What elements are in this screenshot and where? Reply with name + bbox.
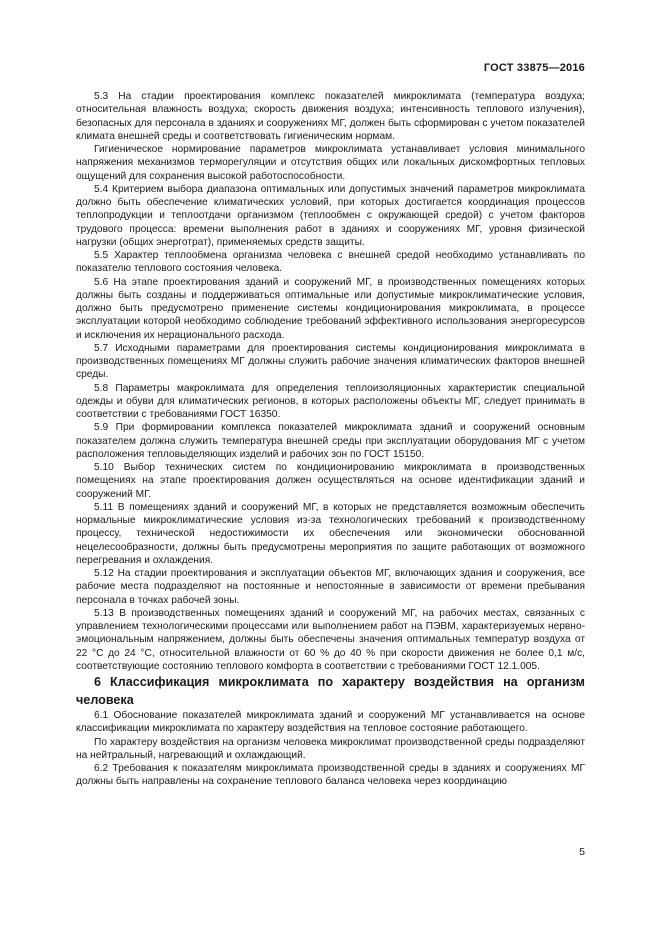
paragraph-5-10: 5.10 Выбор технических систем по кондиционированию микроклимата в производственных помещениях на этапе проектирования должен осуществляться на основе идентификации зданий и сооружений МГ. — [76, 462, 585, 500]
document-body — [76, 90, 585, 789]
paragraph-5-4: 5.4 Критерием выбора диапазона оптимальных или допустимых значений параметров микроклимата должно быть обеспечение климатических условий, при которых достигается координация процессов теплопродукции и теплоотдачи организмом (теплообмен с окружающей средой) с учетом факторов трудового процесса: времени выполнения работ в зданиях и сооружениях МГ, уровня физической нагрузки (общих энерготрат), применяемых средств защиты. — [76, 183, 585, 248]
paragraph-5-3: 5.3 На стадии проектирования комплекс показателей микроклимата (температура воздуха; относительная влажность воздуха; скорость движения воздуха; интенсивность теплового излучения), безопасных для персонала в зданиях и сооружениях МГ, должен быть сформирован с учетом показателей климата внешней среды и соответствовать гигиеническим нормам. — [76, 91, 585, 142]
paragraph-5-9: 5.9 При формировании комплекса показателей микроклимата зданий и сооружений основным показателем должна служить температура внешней среды при эксплуатации оборудования МГ с учетом расположения тепловыделяющих изделий и рабочих зон по ГОСТ 15150. — [76, 422, 585, 460]
paragraph-5-11: 5.11 В помещениях зданий и сооружений МГ, в которых не представляется возможным обеспечить нормальные микроклиматические условия из-за технологических требований к производственному процессу, технической недостижимости их обеспечения или экономически обоснованной нецелесообразности, должны быть предусмотрены мероприятия по защите работающих от возможного перегревания и охлаждения. — [76, 501, 585, 566]
paragraph-5-13: 5.13 В производственных помещениях зданий и сооружений МГ, на рабочих местах, связанных с управлением технологическими процессами или выполнением работ на ПЭВМ, характеризуемых нервно-эмоциональным напряжением, должны быть обеспечены значения оптимальных температур воздуха от 22 °С до 24 °С, относительной влажности от 60 % до 40 % при скорости движения не более 0,1 м/с, соответствующие состоянию теплового комфорта в соответствии с требованиями ГОСТ 12.1.005. — [76, 607, 585, 672]
paragraph-6-1: 6.1 Обоснование показателей микроклимата зданий и сооружений МГ устанавливается на основе классификации микроклимата по характеру воздействия на тепловое состояние работающего. — [76, 710, 585, 735]
paragraph-5-12: 5.12 На стадии проектирования и эксплуатации объектов МГ, включающих здания и сооружения, все рабочие места подразделяют на постоянные и непостоянные в зависимости от времени пребывания персонала в точках рабочей зоны. — [76, 568, 585, 606]
section-6-heading: 6 Классификация микроклимата по характеру воздействия на организм человека — [76, 675, 585, 707]
paragraph-5-6: 5.6 На этапе проектирования зданий и сооружений МГ, в производственных помещениях которых должны быть созданы и поддерживаться оптимальные или допустимые микроклиматические условия, должно быть предусмотрено применение системы кондиционирования микроклимата, в процессе эксплуатации которой необходимо соблюдение требований эффективного использования энергоресурсов и исключения их нерационального расхода. — [76, 276, 585, 341]
standard-number: ГОСТ 33875—2016 — [483, 62, 585, 74]
paragraph-5-7: 5.7 Исходными параметрами для проектирования системы кондиционирования микроклимата в производственных помещениях МГ должны служить рабочие значения климатических факторов внешней среды. — [76, 342, 585, 381]
paragraph-5-5: 5.5 Характер теплообмена организма человека с внешней средой необходимо устанавливать по показателю теплового состояния человека. — [76, 250, 585, 275]
page-number: 5 — [579, 846, 585, 858]
paragraph-5-8: 5.8 Параметры макроклимата для определения теплоизоляционных характеристик специальной одежды и обуви для климатических регионов, в которых расположены объекты МГ, следует принимать в соответствии с требованиями ГОСТ 16350. — [76, 382, 585, 420]
paragraph-hygienic: Гигиеническое нормирование параметров микроклимата устанавливает условия минимального напряжения механизмов терморегуляции и отсутствия общих или локальных дискомфортных тепловых ощущений для сохранения высокой работоспособности. — [76, 144, 585, 182]
paragraph-6-1-cont: По характеру воздействия на организм человека микроклимат производственной среды подразделяют на нейтральный, нагревающий и охлаждающий. — [76, 736, 585, 761]
paragraph-6-2: 6.2 Требования к показателям микроклимата производственной среды в зданиях и сооружениях МГ должны быть направлены на сохранение теплового баланса человека через координацию — [76, 763, 585, 788]
